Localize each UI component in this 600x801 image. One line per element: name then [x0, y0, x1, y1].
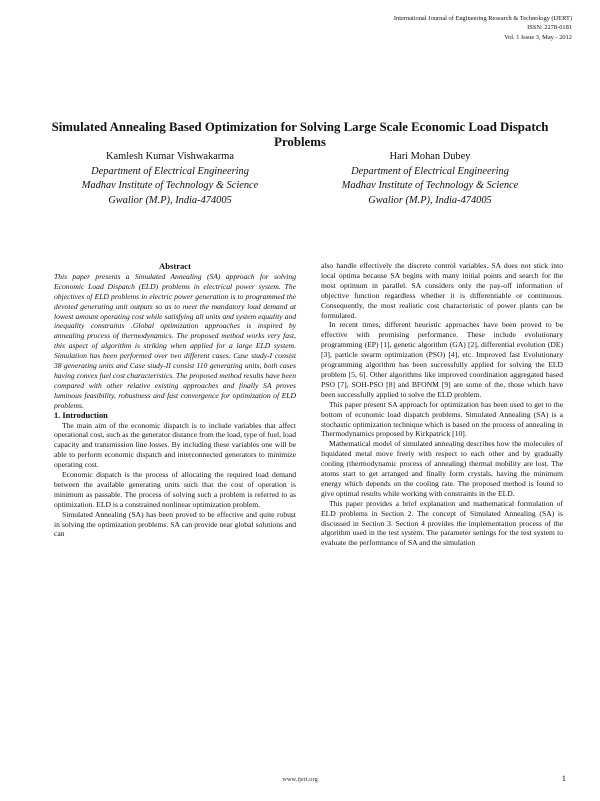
journal-volume: Vol. 1 Issue 3, May - 2012	[504, 33, 572, 41]
author-block-1	[45, 150, 295, 208]
intro-paragraph-1: The main aim of the economic dispatch is to include variables that affect operational cost, such as the generator distance from the load, type of fuel, load capacity and transmission line losses. By including these variables one will be able to perform economic dispatch and interconnected generators to minimize operating cost.	[54, 420, 296, 470]
journal-name: International Journal of Engineering Research & Technology (IJERT)	[393, 15, 572, 22]
author-city: Gwalior (M.P), India-474005	[368, 194, 492, 206]
intro-paragraph-2: Economic dispatch is the process of allocating the required load demand between the available generating units such that the cost of operation is minimum as passable. The process of solving such a problem is referred to as optimization. ELD is a constrained nonlinear optimization problem.	[54, 470, 296, 509]
footer-url: www.ijert.org	[282, 776, 318, 783]
journal-issn: ISSN: 2278-0181	[527, 24, 572, 32]
body-paragraph-3: This paper present SA approach for optimization has been used to get to the bottom of economic load dispatch problems. Simulated Annealing (SA) is a stochastic optimization technique which is based on the process of annealing in Thermodynamics proposed by Kirkpatrick [10].	[321, 399, 563, 439]
introduction-heading: 1. Introduction	[54, 410, 108, 420]
author-institute: Madhav Institute of Technology & Science	[81, 180, 259, 192]
author-department: Department of Electrical Engineering	[351, 165, 509, 177]
body-paragraph-5: This paper provides a brief explanation and mathematical formulation of ELD problems in Section 2. The concept of Simulated Annealing (SA) is discussed in Section 3. Section 4 provides the implementation process of the algorithm used in the test system. The parameter settings for the test system to evaluate the performance of SA and the simulation	[321, 498, 563, 548]
page-number: 1	[561, 773, 566, 783]
author-city: Gwalior (M.P), India-474005	[108, 194, 232, 206]
left-column	[54, 262, 296, 539]
body-paragraph-4: Mathematical model of simulated annealing describes how the molecules of liquidated metal move freely with respect to each other and by gradually cooling (thermodynamic process of annealing) thermal mobility are lost. The atoms start to get arranged and finally form crystals, having the minimum energy which depends on the cooling rate. The proposed method is found to give optimal results while working with constraints in the ELD.	[321, 439, 563, 498]
author-name: Kamlesh Kumar Vishwakarma	[106, 151, 234, 162]
intro-paragraph-3: Simulated Annealing (SA) has been proved to be effective and quite robust in solving the optimization problems. SA can provide near global solutions and can	[54, 509, 296, 539]
author-block-2	[300, 150, 560, 208]
author-name: Hari Mohan Dubey	[389, 151, 471, 162]
author-department: Department of Electrical Engineering	[91, 165, 249, 177]
abstract-text: This paper presents a Simulated Annealing (SA) approach for solving Economic Load Dispatch (ELD) problems in electrical power system. The objectives of ELD problems in electric power generation is to programmed the devoted generating unit outputs so as to meet the mandatory load demand at lowest amount operating cost while satisfying all units and system equality and inequality constraints .Global optimization approaches is inspired by annealing process of thermodynamics. The proposed method works very fast, this aspect of algorithm is striking when applied for a large ELD system. Simulation has been performed over two different cases. Case study-I consist 38 generating units and Case study-II consist 110 generating units, both cases having convex fuel cost characteristics. The proposed method results have been compared with other relative existing approaches and finally SA proves luminous feasibility, robustness and fast convergence for optimization of ELD problems.	[54, 271, 296, 410]
paper-title: Simulated Annealing Based Optimization for Solving Large Scale Economic Load Dispatch Problems	[51, 120, 549, 149]
author-institute: Madhav Institute of Technology & Science	[341, 180, 519, 192]
abstract-heading: Abstract	[159, 261, 191, 271]
journal-header	[394, 14, 572, 42]
body-paragraph-1: also handle effectively the discrete control variables. SA does not stick into local optima because SA begins with many initial points and search for the most optimum in parallel. SA considers only the pay-off information of objective function regardless whether it is differentiable or continuous. Consequently, the most realistic cost characteristic of power plants can be formulated.	[321, 261, 563, 320]
right-column	[321, 261, 563, 548]
body-paragraph-2: In recent times, different heuristic approaches have been proved to be effective with promising performance. These include evolutionary programming (EP) [1], genetic algorithm (GA) [2], differential evolution (DE) [3], particle swarm optimization (PSO) [4], etc. Improved fast Evolutionary programming algorithm has been successfully applied for solving the ELD problem [5, 6]. Other algorithms like improved coordination aggregated based PSO [7], SOH-PSO [8] and BFONM [9] are some of the, those which have been successfully applied to solve the ELD problem.	[321, 320, 563, 399]
